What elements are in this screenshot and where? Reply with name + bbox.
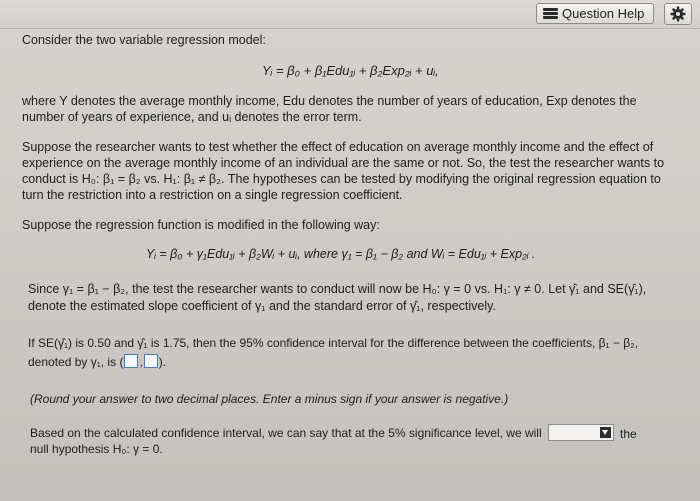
gear-icon [670, 6, 686, 22]
test-line-4: turn the restriction into a restriction on a single regression coefficient. [22, 188, 403, 202]
dropdown-arrow-icon [600, 427, 611, 438]
since-line-2: denote the estimated slope coefficient of γ₁ and the standard error of γ̂₁, respectively. [28, 299, 496, 313]
description-line-1: where Y denotes the average monthly income, Edu denotes the number of years of education, Exp denotes the [22, 94, 637, 108]
top-toolbar [0, 0, 700, 29]
test-line-3: conduct is H₀: β₁ = β₂ vs. H₁: β₁ ≠ β₂. The hypotheses can be tested by modifying the original regression equation to [22, 172, 661, 186]
round-note: (Round your answer to two decimal places. Enter a minus sign if your answer is negative.) [30, 392, 509, 406]
list-icon [543, 8, 558, 19]
ci-line-2 [28, 354, 166, 370]
ci-upper-input[interactable] [144, 354, 158, 368]
question-help-button[interactable] [536, 3, 654, 24]
based-line-2: null hypothesis H₀: γ = 0. [30, 442, 163, 456]
modified-intro: Suppose the regression function is modified in the following way: [22, 218, 380, 232]
ci-line-2-prefix: denoted by γ₁, is [28, 355, 117, 369]
ci-comma: , [139, 355, 143, 369]
intro-text: Consider the two variable regression model: [22, 33, 266, 47]
test-line-2: experience on the average monthly income of an individual are the same or not. So, the test the researcher wants to [22, 156, 665, 170]
question-help-label: Question Help [562, 6, 645, 21]
ci-line-1: If SE(γ̂₁) is 0.50 and γ̂₁ is 1.75, then the 95% confidence interval for the difference between the coefficients, β₁ − β₂, [28, 336, 639, 350]
description-line-2: number of years of experience, and uᵢ denotes the error term. [22, 110, 362, 124]
since-line-1: Since γ₁ = β₁ − β₂, the test the researcher wants to conduct will now be H₀: γ = 0 vs. H₁: γ ≠ 0. Let γ̂₁ and SE(γ̂₁), [28, 282, 647, 296]
ci-lower-input[interactable] [124, 354, 138, 368]
select-trailing-text: the [620, 427, 637, 441]
decision-dropdown[interactable] [548, 424, 614, 441]
ci-close-paren: ). [158, 355, 167, 369]
settings-button[interactable] [664, 3, 692, 25]
modified-equation: Yᵢ = β₀ + γ₁Edu₁ᵢ + β₂Wᵢ + uᵢ, where γ₁ = β₁ − β₂ and Wᵢ = Edu₁ᵢ + Exp₂ᵢ . [146, 247, 536, 261]
based-line-1: Based on the calculated confidence interval, we can say that at the 5% significance level, we will [30, 426, 542, 440]
model-equation: Yᵢ = β₀ + β₁Edu₁ᵢ + β₂Exp₂ᵢ + uᵢ, [262, 63, 439, 78]
test-line-1: Suppose the researcher wants to test whether the effect of education on average monthly income and the effect of [22, 140, 654, 154]
ci-open-paren: ( [119, 355, 124, 369]
